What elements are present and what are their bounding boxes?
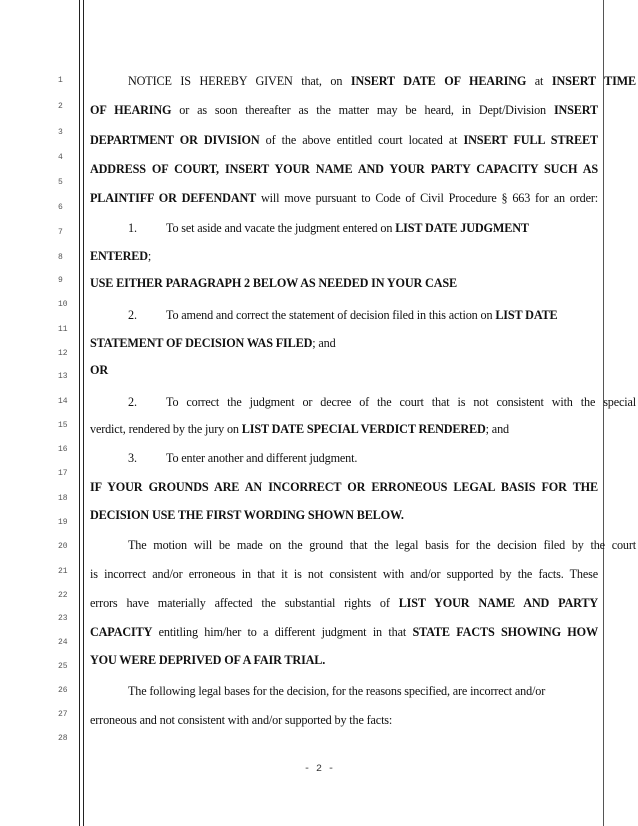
line-number: 18 — [58, 494, 68, 503]
text-run: ; and — [312, 336, 336, 350]
line-number: 12 — [58, 349, 68, 358]
text-line — [90, 220, 636, 236]
text-line — [90, 132, 598, 148]
text-line — [90, 624, 598, 640]
placeholder-text: STATEMENT OF DECISION WAS FILED — [90, 336, 313, 350]
line-number: 10 — [58, 300, 68, 309]
text-line — [90, 652, 598, 668]
text-run: verdict, rendered by the jury on — [90, 422, 242, 436]
text-run: NOTICE IS HEREBY GIVEN that, on — [128, 74, 351, 88]
placeholder-text: ADDRESS OF COURT, INSERT YOUR NAME AND YOUR PARTY CAPACITY SUCH AS — [90, 162, 598, 176]
instruction-heading: IF YOUR GROUNDS ARE AN INCORRECT OR ERRONEOUS LEGAL BASIS FOR THE — [90, 480, 598, 494]
item-number: 3. — [128, 451, 137, 465]
line-number: 21 — [58, 567, 68, 576]
line-number: 26 — [58, 686, 68, 695]
text-line — [90, 537, 636, 553]
line-number: 2 — [58, 102, 63, 111]
line-number: 14 — [58, 397, 68, 406]
right-margin-rule — [603, 0, 604, 826]
text-line — [90, 102, 598, 118]
instruction-heading: USE EITHER PARAGRAPH 2 BELOW AS NEEDED IN YOUR CASE — [90, 276, 457, 290]
text-run: entitling him/her to a different judgment in that — [152, 625, 413, 639]
placeholder-text: CAPACITY — [90, 625, 153, 639]
text-line — [90, 507, 598, 523]
placeholder-text: LIST DATE SPECIAL VERDICT RENDERED — [241, 422, 486, 436]
item-number: 1. — [128, 221, 137, 235]
placeholder-text: DEPARTMENT OR DIVISION — [90, 133, 260, 147]
line-number: 4 — [58, 153, 63, 162]
page-number: - 2 - — [303, 764, 334, 775]
text-run: errors have materially affected the substantial rights of — [90, 596, 399, 610]
text-line — [90, 421, 598, 437]
text-run: or as soon thereafter as the matter may be heard, in Dept/Division — [171, 103, 554, 117]
placeholder-text: INSERT — [553, 103, 598, 117]
line-number: 6 — [58, 203, 63, 212]
placeholder-text: ENTERED — [90, 249, 148, 263]
line-number: 8 — [58, 253, 63, 262]
line-number: 27 — [58, 710, 68, 719]
text-line — [90, 248, 598, 264]
text-line — [90, 335, 598, 351]
placeholder-text: LIST DATE JUDGMENT — [395, 221, 529, 235]
text-line — [90, 73, 636, 89]
text-line — [90, 566, 598, 582]
line-number: 19 — [58, 518, 68, 527]
item-number: 2. — [128, 308, 137, 322]
left-margin-rule-inner — [83, 0, 84, 826]
text-line — [90, 394, 636, 410]
text-run: ; and — [485, 422, 509, 436]
text-run: To set aside and vacate the judgment entered on — [166, 221, 396, 235]
text-run: of the above entitled court located at — [259, 133, 464, 147]
instruction-heading: DECISION USE THE FIRST WORDING SHOWN BELOW. — [90, 508, 404, 522]
line-number: 13 — [58, 372, 68, 381]
text-run: is incorrect and/or erroneous in that it is not consistent with and/or supported by the facts. These — [90, 567, 598, 581]
placeholder-text: STATE FACTS SHOWING HOW — [412, 625, 598, 639]
text-line — [90, 595, 598, 611]
item-number: 2. — [128, 395, 137, 409]
text-line — [90, 307, 636, 323]
text-line — [90, 190, 598, 206]
placeholder-text: LIST YOUR NAME AND PARTY — [398, 596, 598, 610]
text-line — [90, 479, 598, 495]
text-line — [90, 683, 636, 699]
text-run: will move pursuant to Code of Civil Procedure § 663 for an order: — [256, 191, 598, 205]
line-number: 28 — [58, 734, 68, 743]
text-line — [90, 275, 598, 291]
placeholder-text: OF HEARING — [90, 103, 172, 117]
line-number: 20 — [58, 542, 68, 551]
line-number: 16 — [58, 445, 68, 454]
instruction-heading: OR — [90, 363, 108, 377]
line-number: 17 — [58, 469, 68, 478]
line-number: 24 — [58, 638, 68, 647]
placeholder-text: INSERT FULL STREET — [463, 133, 598, 147]
placeholder-text: LIST DATE — [495, 308, 558, 322]
line-number: 15 — [58, 421, 68, 430]
placeholder-text: INSERT TIME — [551, 74, 636, 88]
line-number: 11 — [58, 325, 68, 334]
text-line — [90, 362, 598, 378]
text-line — [90, 161, 598, 177]
line-number: 9 — [58, 276, 63, 285]
text-run: erroneous and not consistent with and/or supported by the facts: — [90, 713, 393, 727]
placeholder-text: YOU WERE DEPRIVED OF A FAIR TRIAL. — [90, 653, 326, 667]
left-margin-rule — [79, 0, 80, 826]
text-run: The following legal bases for the decision, for the reasons specified, are incorrect and/or — [128, 684, 546, 698]
placeholder-text: INSERT DATE OF HEARING — [350, 74, 527, 88]
text-run: To correct the judgment or decree of the court that is not consistent with the special — [166, 395, 636, 409]
line-number: 23 — [58, 614, 68, 623]
line-number: 5 — [58, 178, 63, 187]
line-number: 22 — [58, 591, 68, 600]
text-run: The motion will be made on the ground that the legal basis for the decision filed by the court — [128, 538, 636, 552]
line-number: 25 — [58, 662, 68, 671]
placeholder-text: PLAINTIFF OR DEFENDANT — [90, 191, 257, 205]
text-line — [90, 450, 636, 466]
text-line — [90, 712, 598, 728]
text-run: To amend and correct the statement of decision filed in this action on — [166, 308, 496, 322]
text-run: ; — [147, 249, 152, 263]
line-number: 7 — [58, 228, 63, 237]
line-number: 1 — [58, 76, 63, 85]
text-run: To enter another and different judgment. — [166, 451, 358, 465]
line-number: 3 — [58, 128, 63, 137]
text-run: at — [526, 74, 552, 88]
